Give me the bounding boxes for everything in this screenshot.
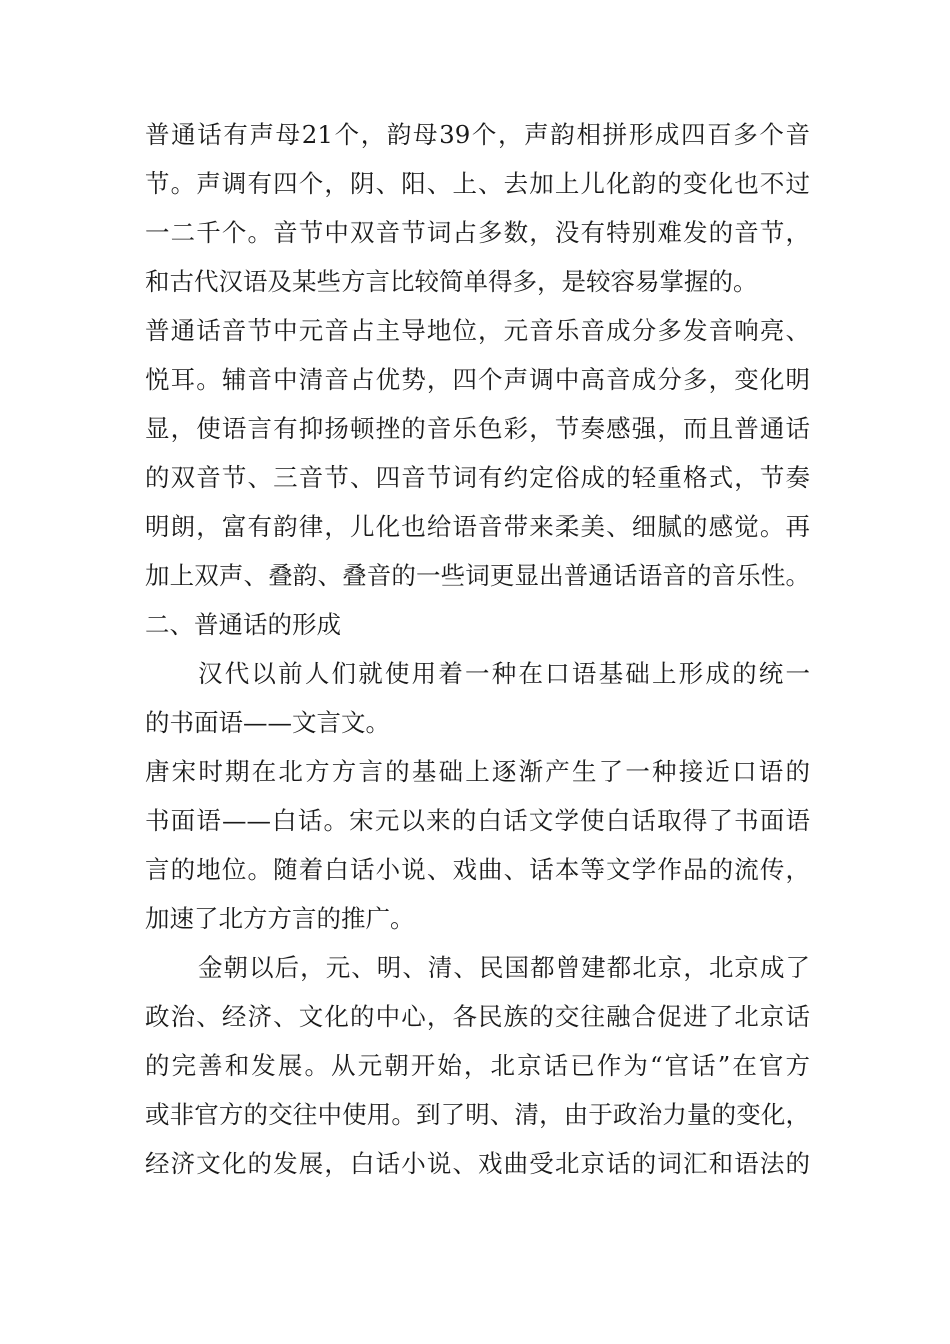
text-line: 政治、经济、文化的中心，各民族的交往融合促进了北京话	[145, 1002, 810, 1031]
text-line: 明朗，富有韵律，儿化也给语音带来柔美、细腻的感觉。再	[145, 512, 810, 541]
text-line: 加速了北方方言的推广。	[145, 904, 415, 933]
section-heading: 二、普通话的形成	[145, 610, 341, 639]
text-line: 普通话有声母21个，韵母39个，声韵相拼形成四百多个音	[145, 120, 810, 149]
text-line: 汉代以前人们就使用着一种在口语基础上形成的统一	[198, 659, 810, 688]
text-line: 节。声调有四个，阴、阳、上、去加上儿化韵的变化也不过	[145, 169, 810, 198]
document-page	[145, 110, 810, 1188]
text-line: 一二千个。音节中双音节词占多数，没有特别难发的音节，	[145, 218, 810, 247]
text-line: 显，使语言有抑扬顿挫的音乐色彩，节奏感强，而且普通话	[145, 414, 810, 443]
text-line: 和古代汉语及某些方言比较简单得多，是较容易掌握的。	[145, 267, 758, 296]
text-line: 悦耳。辅音中清音占优势，四个声调中高音成分多，变化明	[145, 365, 810, 394]
text-line: 的完善和发展。从元朝开始，北京话已作为“官话”在官方	[145, 1051, 810, 1080]
text-line: 书面语——白话。宋元以来的白话文学使白话取得了书面语	[145, 806, 810, 835]
text-line: 的书面语——文言文。	[145, 708, 390, 737]
text-line: 金朝以后，元、明、清、民国都曾建都北京，北京成了	[198, 953, 810, 982]
text-line: 加上双声、叠韵、叠音的一些词更显出普通话语音的音乐性。	[145, 561, 810, 590]
text-line: 普通话音节中元音占主导地位，元音乐音成分多发音响亮、	[145, 316, 810, 345]
text-line: 经济文化的发展，白话小说、戏曲受北京话的词汇和语法的	[145, 1149, 810, 1178]
text-line: 的双音节、三音节、四音节词有约定俗成的轻重格式，节奏	[145, 463, 810, 492]
text-line: 言的地位。随着白话小说、戏曲、话本等文学作品的流传，	[145, 855, 810, 884]
text-line: 或非官方的交往中使用。到了明、清，由于政治力量的变化，	[145, 1100, 810, 1129]
text-line: 唐宋时期在北方方言的基础上逐渐产生了一种接近口语的	[145, 757, 810, 786]
